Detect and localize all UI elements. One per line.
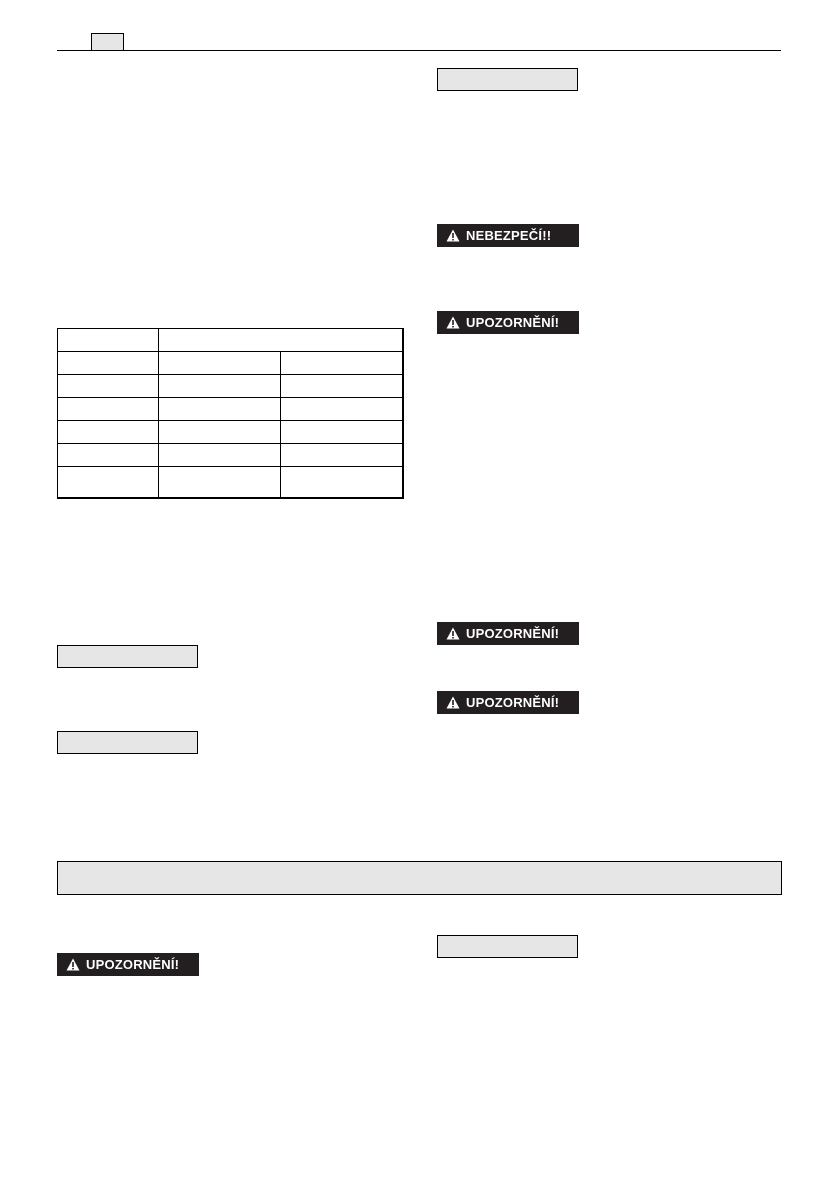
section-heading-band — [57, 861, 782, 895]
warning-triangle-icon — [446, 229, 460, 242]
language-tab — [91, 33, 124, 50]
caution-label-text: UPOZORNĚNÍ! — [466, 315, 560, 330]
table-cell — [159, 444, 281, 467]
caution-label — [437, 311, 579, 334]
danger-label-text: NEBEZPEČÍ!! — [466, 228, 552, 243]
warning-triangle-icon — [446, 627, 460, 640]
table-cell — [281, 375, 403, 398]
table-row — [58, 444, 403, 467]
section-label-box — [57, 731, 198, 754]
table-cell — [58, 467, 159, 499]
table-cell — [58, 352, 159, 375]
warning-triangle-icon — [66, 958, 80, 971]
spec-table — [57, 328, 404, 499]
table-row — [58, 398, 403, 421]
table-header-row — [58, 329, 403, 352]
section-label-box — [437, 935, 578, 958]
table-cell — [159, 467, 281, 499]
table-cell — [159, 352, 281, 375]
table-cell — [58, 375, 159, 398]
caution-label-text: UPOZORNĚNÍ! — [466, 626, 560, 641]
table-cell — [159, 329, 403, 352]
table-cell — [159, 375, 281, 398]
warning-triangle-icon — [446, 696, 460, 709]
table-cell — [159, 398, 281, 421]
header-rule — [57, 50, 781, 51]
table-row — [58, 375, 403, 398]
table-row — [58, 352, 403, 375]
table-row — [58, 467, 403, 499]
danger-label — [437, 224, 579, 247]
warning-triangle-icon — [446, 316, 460, 329]
table-cell — [58, 421, 159, 444]
caution-label-text: UPOZORNĚNÍ! — [466, 695, 560, 710]
caution-label — [437, 622, 579, 645]
table-cell — [281, 467, 403, 499]
caution-label-text: UPOZORNĚNÍ! — [86, 957, 180, 972]
table-cell — [58, 329, 159, 352]
table-cell — [58, 398, 159, 421]
table-cell — [281, 398, 403, 421]
table-cell — [58, 444, 159, 467]
table-cell — [159, 421, 281, 444]
section-label-box — [57, 645, 198, 668]
section-label-box — [437, 68, 578, 91]
table-row — [58, 421, 403, 444]
caution-label — [57, 953, 199, 976]
table-cell — [281, 421, 403, 444]
table-cell — [281, 352, 403, 375]
caution-label — [437, 691, 579, 714]
table-cell — [281, 444, 403, 467]
